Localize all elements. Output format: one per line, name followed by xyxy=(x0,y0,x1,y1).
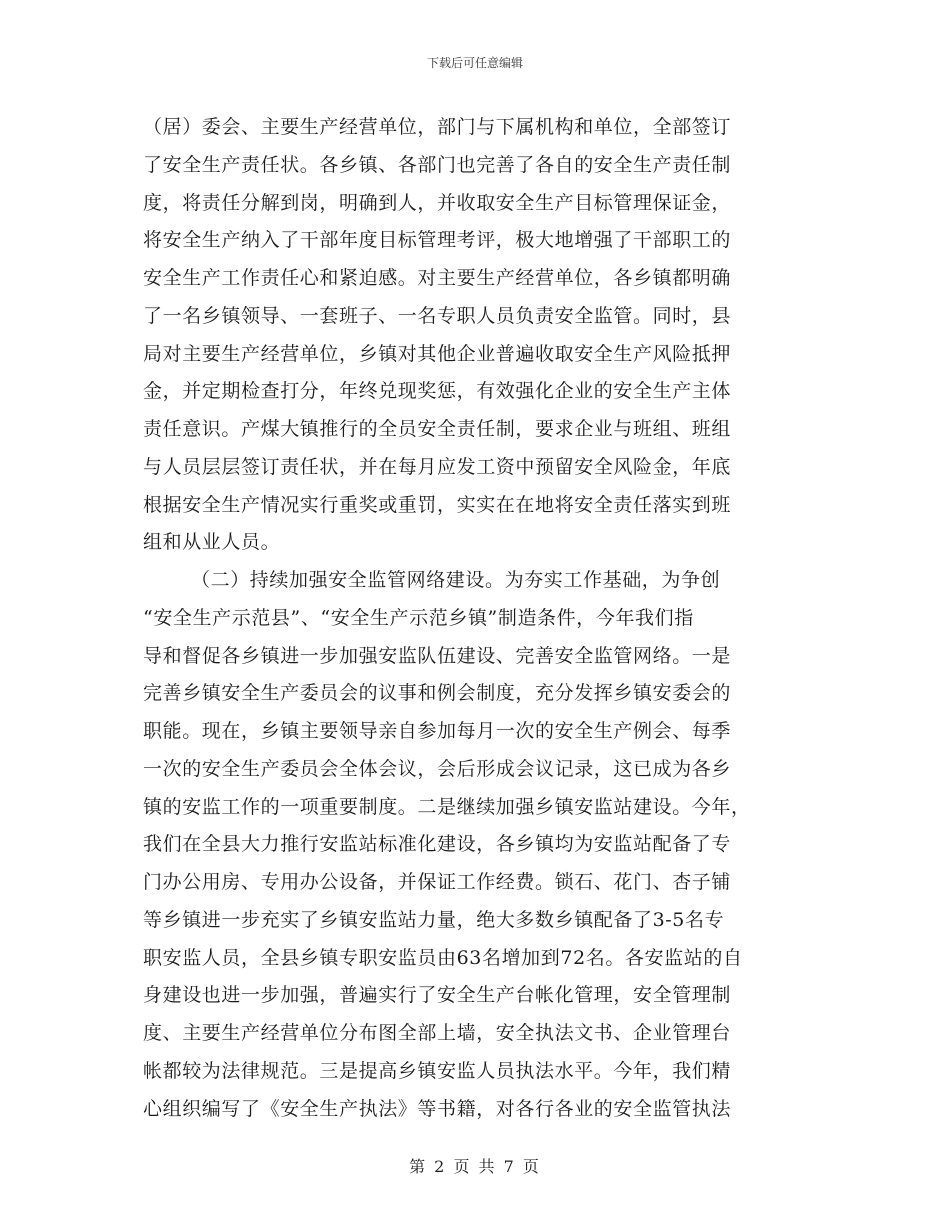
text-line: 门办公用房、专用办公设备，并保证工作经费。锁石、花门、杏子铺 xyxy=(143,871,732,893)
text-line: 一次的安全生产委员会全体会议，会后形成会议记录，这已成为各乡 xyxy=(143,757,732,780)
text-line: 组和从业人员。 xyxy=(143,531,281,554)
text-line: 责任意识。产煤大镇推行的全员安全责任制，要求企业与班组、班组 xyxy=(143,418,732,440)
text-line: 与人员层层签订责任状，并在每月应发工资中预留安全风险金，年底 xyxy=(143,455,732,478)
text-line: “安全生产示范县”、“安全生产示范乡镇”制造条件，今年我们指 xyxy=(143,606,694,629)
text-line: （居）委会、主要生产经营单位，部门与下属机构和单位，全部签订 xyxy=(143,116,732,138)
text-line: 根据安全生产情况实行重奖或重罚，实实在在地将安全责任落实到班 xyxy=(143,493,732,516)
text-line: 安全生产工作责任心和紧迫感。对主要生产经营单位，各乡镇都明确 xyxy=(143,267,732,289)
text-line: 等乡镇进一步充实了乡镇安监站力量，绝大多数乡镇配备了3-5名专 xyxy=(143,908,725,931)
text-line: 身建设也进一步加强，普遍实行了安全生产台帐化管理，安全管理制 xyxy=(143,984,732,1007)
text-line: 了安全生产责任状。各乡镇、各部门也完善了各自的安全生产责任制 xyxy=(143,153,732,176)
text-line: 职安监人员，全县乡镇专职安监员由63名增加到72名。各安监站的自 xyxy=(143,946,743,969)
text-line: 度，将责任分解到岗，明确到人，并收取安全生产目标管理保证金， xyxy=(143,191,732,214)
text-line: 了一名乡镇领导、一套班子、一名专职人员负责安全监管。同时，县 xyxy=(143,304,732,327)
text-line: 局对主要生产经营单位，乡镇对其他企业普遍收取安全生产风险抵押 xyxy=(143,342,732,365)
section-heading-line: （二）持续加强安全监管网络建设。为夯实工作基础，为争创 xyxy=(191,569,721,591)
text-line: 帐都较为法律规范。三是提高乡镇安监人员执法水平。今年，我们精 xyxy=(143,1059,732,1082)
text-line: 镇的安监工作的一项重要制度。二是继续加强乡镇安监站建设。今年， xyxy=(143,795,751,818)
text-line: 我们在全县大力推行安监站标准化建设，各乡镇均为安监站配备了专 xyxy=(143,833,732,856)
page-footer: 第 2 页 共 7 页 xyxy=(409,1157,541,1176)
text-line: 金，并定期检查打分，年终兑现奖惩，有效强化企业的安全生产主体 xyxy=(143,380,732,403)
body-text xyxy=(143,109,809,1128)
page-header: 下载后可任意编辑 xyxy=(426,56,523,70)
text-line: 将安全生产纳入了干部年度目标管理考评，极大地增强了干部职工的 xyxy=(143,229,732,252)
text-line: 度、主要生产经营单位分布图全部上墙，安全执法文书、企业管理台 xyxy=(143,1022,732,1044)
text-line: 导和督促各乡镇进一步加强安监队伍建设、完善安全监管网络。一是 xyxy=(143,644,732,667)
text-line: 完善乡镇安全生产委员会的议事和例会制度，充分发挥乡镇安委会的 xyxy=(143,682,732,705)
text-line: 心组织编写了《安全生产执法》等书籍，对各行各业的安全监管执法 xyxy=(143,1097,732,1120)
text-line: 职能。现在，乡镇主要领导亲自参加每月一次的安全生产例会、每季 xyxy=(143,720,732,742)
